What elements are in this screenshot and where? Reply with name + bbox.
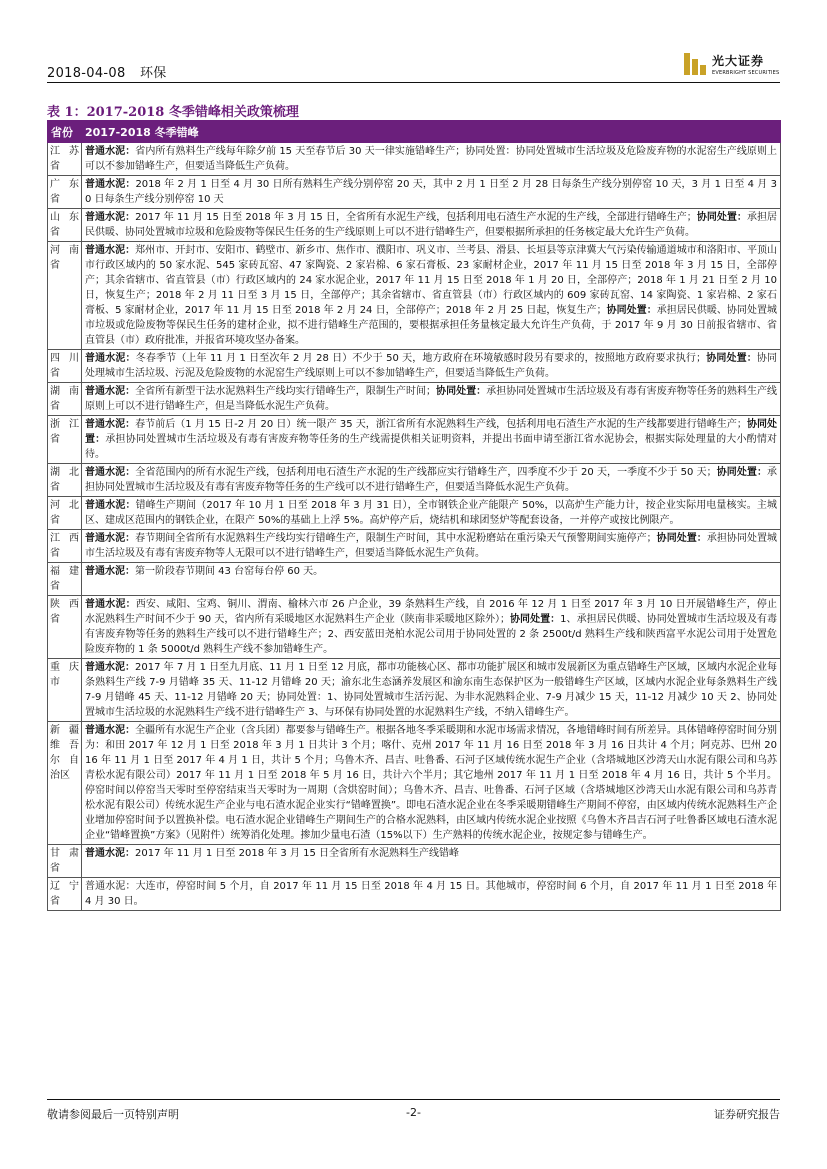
policy-text: 西安、咸阳、宝鸡、铜川、渭南、榆林六市 26 户企业，39 条熟料生产线，自 2016 年 12 月 1 日至 2017 年 3 月 10 日开展错峰生产，停止水泥熟料生产时间不少于 90 天，省内所有采暖地区水泥熟料生产企业（陕南非采暖地区除外）；	[85, 599, 778, 625]
province-cell: 四川省	[48, 350, 82, 383]
policy-label: 协同处置：	[716, 467, 768, 478]
table-caption: 表 1：2017-2018 冬季错峰相关政策梳理	[47, 105, 299, 120]
policy-text: 全疆所有水泥生产企业（含兵团）都要参与错峰生产。根据各地冬季采暖期和水泥市场需求情况，各地错峰时间有所差异。具体错峰停窑时间分别为：和田 2017 年 12 月 1 日至 2018 年 3 月 1 日共计 3 个月；喀什、克州 2017 年 11 月 16 日至 2018 年 3 月 16 日共计 4 个月；阿克苏、巴州 2016 年 11 月 1 日至 2017 年 4 月 1 日，共计 5 个月；乌鲁木齐、昌吉、吐鲁番、石河子区域传统水泥生产企业（含塔城地区沙湾天山水泥有限公司和乌苏青松水泥有限公司）2017 年 11 月 1 日至 2018 年 5 月 16 日，共计六个半月；其它地州 2017 年 11 月 1 日至 2018 年 4 月 16 日，共计 5 个半月。停窑时间以停窑当天零时至停窑结束当天零时为一周期（含烘窑时间）；乌鲁木齐、昌吉、吐鲁番、石河子区域（含塔城地区沙湾天山水泥有限公司和乌苏青松水泥有限公司）传统水泥生产企业与电石渣水泥企业实行“错峰置换”。即电石渣水泥企业在冬季采暖期错峰生产期间不停窑，由区域内传统水泥熟料生产企业增加停窑时间予以置换补偿。电石渣水泥企业错峰生产期间生产的合格水泥熟料，由区域内传统水泥企业按照《乌鲁木齐昌吉石河子吐鲁番区域电石渣水泥企业“错峰置换”方案》（见附件）统筹消化处理。掺加少量电石渣（15%以下）生产熟料的传统水泥企业，按规定参与错峰生产。	[85, 725, 778, 841]
policy-text: 春节前后（1 月 15 日-2 月 20 日）统一限产 35 天，浙江省所有水泥熟料生产线，包括利用电石渣生产水泥的生产线都要进行错峰生产；	[135, 419, 747, 430]
table-body	[48, 143, 781, 911]
policy-label: 普通水泥：	[85, 212, 136, 223]
table-row	[48, 563, 781, 596]
policy-cell	[82, 416, 781, 464]
policy-text: 2017 年 11 月 1 日至 2018 年 3 月 15 日全省所有水泥熟料生产线错峰	[135, 848, 460, 859]
policy-label: 协同处置：	[606, 305, 657, 316]
province-cell: 陕西省	[48, 596, 82, 659]
table-row	[48, 350, 781, 383]
policy-text: 全省范围内的所有水泥生产线，包括利用电石渣生产水泥的生产线都应实行错峰生产，四季度不少于 20 天，一季度不少于 50 天；	[135, 467, 717, 478]
policy-cell	[82, 143, 781, 176]
policy-cell	[82, 242, 781, 350]
policy-label: 协同处置：	[510, 614, 561, 625]
policy-cell	[82, 209, 781, 242]
province-cell: 江苏省	[48, 143, 82, 176]
policy-text: 2018 年 2 月 1 日至 4 月 30 日所有熟料生产线分别停窑 20 天，其中 2 月 1 日至 2 月 28 日每条生产线分别停窑 10 天，3 月 1 日至 4 月 30 日每条生产线分别停窑 10 天	[85, 179, 778, 205]
column-header-province: 省份	[48, 121, 82, 143]
policy-text: 2017 年 7 月 1 日至九月底、11 月 1 日至 12 月底，都市功能核心区、都市功能扩展区和城市发展新区为重点错峰生产区域，区域内水泥企业每条熟料生产线 7-9 月错峰 35 天、11-12 月错峰 20 天；渝东北生态涵养发展区和渝东南生态保护区为一般错峰生产区域，区域内水泥企业每条熟料生产线 7-9 月错峰 45 天、11-12 月错峰 20 天；协同处置：1、协同处置城市生活污泥、为非水泥熟料企业、7-9 月减少 15 天，11-12 月减少 10 天 2、协同处置城市生活垃圾的水泥熟料生产线不进行错峰生产 3、与环保有协同处置的水泥熟料生产线，不纳入错峰生产。	[85, 662, 778, 718]
table-row	[48, 497, 781, 530]
table-row	[48, 242, 781, 350]
policy-label: 普通水泥：	[85, 179, 136, 190]
province-cell: 江西省	[48, 530, 82, 563]
column-header-policy: 2017-2018 冬季错峰	[82, 121, 781, 143]
policy-label: 普通水泥：	[85, 566, 135, 577]
policy-text: 错峰生产期间（2017 年 10 月 1 日至 2018 年 3 月 31 日），全市钢铁企业产能限产 50%，以高炉生产能力计，按企业实际用电量核实。主城区、建成区范围内的钢铁企业，在限产 50%的基础上上浮 5%。高炉停产后，烧结机和球团竖炉等配套设备，一并停产或按比例限产。	[85, 500, 777, 526]
report-sector: 环保	[140, 66, 167, 81]
table-row	[48, 596, 781, 659]
table-row	[48, 176, 781, 209]
policy-cell	[82, 176, 781, 209]
table-row	[48, 845, 781, 878]
policy-label: 普通水泥：	[85, 662, 136, 673]
policy-text: 郑州市、开封市、安阳市、鹤壁市、新乡市、焦作市、濮阳市、巩义市、兰考县、滑县、长垣县等京津冀大气污染传输通道城市和洛阳市、平顶山市行政区域内的 50 家水泥、545 家砖瓦窑、47 家陶瓷、2 家岩棉、6 家石膏板、23 家耐材企业，2017 年 11 月 15 日至 2018 年 3 月 15 日，全部停产；其余省辖市、省直管县（市）行政区域内的 24 家水泥企业，2017 年 11 月 15 日至 2018 年 1 月 20 日，全部停产；2018 年 1 月 21 日至 2 月 10 日，恢复生产；2018 年 2 月 11 日至 3 月 15 日，全部停产；其余省辖市、省直管县（市）行政区域内的 609 家砖瓦窑、14 家陶瓷、1 家岩棉、2 家石膏板、5 家耐材企业，2017 年 11 月 15 日至 2018 年 2 月 24 日，全部停产；2018 年 2 月 25 日起，恢复生产；	[85, 245, 778, 316]
province-cell: 河南省	[48, 242, 82, 350]
policy-text: 承担协同处置城市生活垃圾及有毒有害废弃物等任务的生产线可以不进行错峰生产，但要适当降低水泥生产负荷。	[85, 467, 778, 493]
table-header-row	[48, 121, 781, 143]
policy-text: 全省所有新型干法水泥熟料生产线均实行错峰生产，限制生产时间；	[135, 386, 437, 397]
province-cell: 浙江省	[48, 416, 82, 464]
policy-table	[47, 120, 781, 911]
province-cell: 山东省	[48, 209, 82, 242]
policy-label: 普通水泥：	[85, 386, 136, 397]
policy-cell	[82, 722, 781, 845]
logo-en-text: EVERBRIGHT SECURITIES	[712, 70, 780, 76]
table-row	[48, 878, 781, 911]
policy-text: 1、承担居民供暖、协同处置城市生活垃圾及有毒有害废弃物等任务的熟料生产线可以不进行错峰生产；2、西安蓝田尧柏水泥公司用于协同处置的 2 条 2500t/d 熟料生产线和陕西富平水泥公司用于处置危险废弃物的 1 条 5000t/d 熟料生产线不参加错峰生产。	[85, 614, 777, 655]
policy-text: 春节期间全省所有水泥熟料生产线均实行错峰生产，限制生产时间，其中水泥粉磨站在重污染天气预警期间实施停产；	[135, 533, 657, 544]
policy-cell	[82, 530, 781, 563]
table-row	[48, 464, 781, 497]
province-cell: 甘肃省	[48, 845, 82, 878]
province-cell: 辽宁省	[48, 878, 82, 911]
table-row	[48, 530, 781, 563]
province-cell: 广东省	[48, 176, 82, 209]
policy-label: 普通水泥：	[85, 848, 135, 859]
table-row	[48, 383, 781, 416]
province-cell: 河北省	[48, 497, 82, 530]
policy-label: 协同处置：	[85, 419, 778, 445]
province-cell: 新疆维吾尔自治区	[48, 722, 82, 845]
policy-cell	[82, 845, 781, 878]
policy-text: 承担协同处置城市生活垃圾及有毒有害废弃物等人无限可以不进行错峰生产，但要适当降低水泥生产负荷。	[85, 533, 778, 559]
policy-cell	[82, 563, 781, 596]
policy-label: 协同处置：	[706, 353, 757, 364]
policy-label: 普通水泥：	[85, 146, 136, 157]
footer-report-type: 证券研究报告	[714, 1108, 780, 1121]
policy-text: 承担协同处置城市生活垃圾及有毒有害废弃物等任务的熟料生产线原则上可以不进行错峰生产，但是当降低水泥生产负荷。	[85, 386, 778, 412]
footer-divider	[47, 1099, 780, 1100]
logo-cn-text: 光大证券	[712, 54, 765, 68]
policy-text: 协同处理城市生活垃圾、污泥及危险废物的水泥窑生产线原则上可以不参加错峰生产，但要适当降低生产负荷。	[85, 353, 778, 379]
policy-label: 普通水泥：	[85, 467, 136, 478]
policy-cell	[82, 350, 781, 383]
policy-text: 2017 年 11 月 15 日至 2018 年 3 月 15 日，全省所有水泥生产线，包括利用电石渣生产水泥的生产线，全部进行错峰生产；	[135, 212, 697, 223]
table-row	[48, 659, 781, 722]
policy-label: 普通水泥：	[85, 533, 136, 544]
policy-text: 承担居民供暖、协同处置城市垃圾或危险废物等保民生任务的建材企业，拟不进行错峰生产范围的，要根据承担任务量核定最大允许生产负荷，于 2017 年 9 月 30 日前报省辖市、省直管县（市）政府批准，并报省环境攻坚办备案。	[85, 305, 778, 346]
page-header	[47, 62, 177, 81]
policy-label: 普通水泥：	[85, 725, 136, 736]
policy-label: 普通水泥：	[85, 245, 136, 256]
province-cell: 重庆市	[48, 659, 82, 722]
policy-label: 普通水泥：	[85, 419, 136, 430]
logo-mark-icon	[684, 53, 706, 75]
table-row	[48, 209, 781, 242]
policy-text: 冬春季节（上年 11 月 1 日至次年 2 月 28 日）不少于 50 天，地方政府在环境敏感时段另有要求的，按照地方政府要求执行；	[135, 353, 707, 364]
table-row	[48, 416, 781, 464]
table-row	[48, 143, 781, 176]
province-cell: 湖南省	[48, 383, 82, 416]
policy-text: 承担协同处置城市生活垃圾及有毒有害废弃物等任务的生产线需提供相关证明资料，并提出书面申请至浙江省水泥协会，根据实际处理量的大小酌情对待。	[85, 434, 778, 460]
province-cell: 湖北省	[48, 464, 82, 497]
header-divider	[47, 82, 780, 83]
table-row	[48, 722, 781, 845]
policy-label: 协同处置：	[436, 386, 487, 397]
province-cell: 福建省	[48, 563, 82, 596]
policy-text: 省内所有熟料生产线每年除夕前 15 天至春节后 30 天一律实施错峰生产；协同处置：协同处置城市生活垃圾及危险废弃物的水泥窑生产线原则上可以不参加错峰生产，但要适当降低生产负荷。	[85, 146, 778, 172]
policy-cell	[82, 497, 781, 530]
policy-cell	[82, 383, 781, 416]
policy-cell	[82, 464, 781, 497]
policy-label: 协同处置：	[696, 212, 747, 223]
policy-cell	[82, 878, 781, 911]
policy-text: 承担居民供暖、协同处置城市垃圾和危险废物等保民生任务的生产线原则上可以不进行错峰生产，但要根据所承担的任务核定最大允许生产负荷。	[85, 212, 778, 238]
page-number: -2-	[406, 1106, 421, 1119]
policy-label: 普通水泥：	[85, 353, 136, 364]
policy-label: 协同处置：	[656, 533, 707, 544]
report-date: 2018-04-08	[47, 66, 126, 81]
policy-label: 普通水泥：	[85, 599, 136, 610]
everbright-logo	[684, 52, 779, 76]
policy-text: 普通水泥：大连市，停窑时间 5 个月，自 2017 年 11 月 15 日至 2018 年 4 月 15 日。其他城市，停窑时间 6 个月，自 2017 年 11 月 1 日至 2018 年 4 月 30 日。	[85, 881, 777, 907]
footer-disclaimer: 敬请参阅最后一页特别声明	[47, 1108, 179, 1121]
policy-label: 普通水泥：	[85, 500, 136, 511]
policy-cell	[82, 596, 781, 659]
policy-text: 第一阶段春节期间 43 台窑每台停 60 天。	[135, 566, 324, 577]
policy-cell	[82, 659, 781, 722]
